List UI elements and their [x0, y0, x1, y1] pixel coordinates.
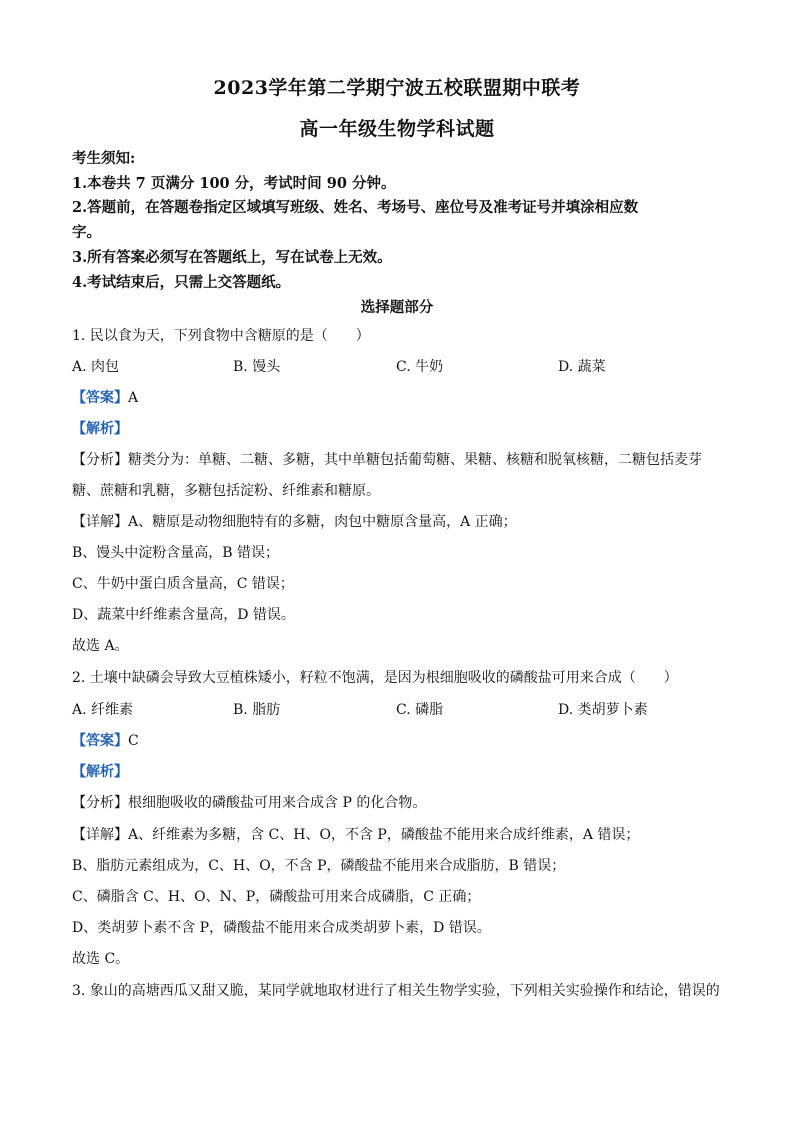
answer-tag: 【答案】	[72, 390, 128, 406]
option-b: B. 馒头	[233, 359, 281, 375]
notice-item: 4.考试结束后，只需上交答题纸。	[72, 274, 291, 291]
fenxi-line	[72, 792, 426, 812]
analysis-tag	[72, 418, 128, 438]
option-a: A. 纤维素	[72, 702, 134, 718]
detail-line: C、磷脂含 C、H、O、N、P，磷酸盐可用来合成磷脂，C 正确；	[72, 889, 481, 905]
detail-line: C、牛奶中蛋白质含量高，C 错误；	[72, 576, 294, 592]
option-d: D. 类胡萝卜素	[558, 702, 648, 718]
exam-title: 2023学年第二学期宁波五校联盟期中联考	[213, 77, 581, 99]
xiangjie-line	[72, 824, 639, 844]
answer-value: A	[128, 390, 139, 406]
detail-line: D、蔬菜中纤维素含量高，D 错误。	[72, 607, 295, 623]
notice-item: 字。	[72, 224, 101, 241]
detail-line: B、馒头中淀粉含量高，B 错误；	[72, 545, 280, 561]
xiangjie-text: A、糖原是动物细胞特有的多糖，肉包中糖原含量高，A 正确；	[128, 514, 517, 530]
analysis-label: 【解析】	[72, 421, 128, 437]
xiangjie-text: A、纤维素为多糖，含 C、H、O，不含 P，磷酸盐不能用来合成纤维素，A 错误；	[128, 827, 640, 843]
answer-line	[72, 387, 138, 407]
option-c: C. 牛奶	[396, 359, 444, 375]
notice-item: 3.所有答案必须写在答题纸上，写在试卷上无效。	[72, 249, 392, 266]
option-b: B. 脂肪	[233, 702, 281, 718]
analysis-tag	[72, 761, 128, 781]
detail-line: 故选 A。	[72, 638, 129, 654]
fenxi-text: 根细胞吸收的磷酸盐可用来合成含 P 的化合物。	[128, 795, 427, 811]
detail-line: 故选 C。	[72, 951, 130, 967]
detail-line: B、脂肪元素组成为，C、H、O，不含 P，磷酸盐不能用来合成脂肪，B 错误；	[72, 858, 566, 874]
option-d: D. 蔬菜	[558, 359, 606, 375]
question-stem: 1. 民以食为天，下列食物中含糖原的是（ ）	[72, 328, 370, 344]
detail-line: D、类胡萝卜素不含 P，磷酸盐不能用来合成类胡萝卜素，D 错误。	[72, 920, 491, 936]
notice-item: 1.本卷共 7 页满分 100 分，考试时间 90 分钟。	[72, 175, 396, 192]
xiangjie-line	[72, 511, 517, 531]
option-c: C. 磷脂	[396, 702, 444, 718]
notice-heading: 考生须知:	[72, 150, 136, 167]
fenxi-text: 糖、蔗糖和乳糖，多糖包括淀粉、纤维素和糖原。	[72, 483, 380, 499]
fenxi-text: 糖类分为：单糖、二糖、多糖，其中单糖包括葡萄糖、果糖、核糖和脱氧核糖，二糖包括麦芽	[128, 452, 702, 468]
fenxi-line	[72, 449, 702, 469]
answer-tag: 【答案】	[72, 733, 128, 749]
question-stem: 3. 象山的高塘西瓜又甜又脆，某同学就地取材进行了相关生物学实验，下列相关实验操作和结论，错误的	[72, 983, 720, 999]
fenxi-tag: 【分析】	[72, 452, 128, 468]
question-stem: 2. 土壤中缺磷会导致大豆植株矮小，籽粒不饱满，是因为根细胞吸收的磷酸盐可用来合成（ ）	[72, 670, 678, 686]
option-a: A. 肉包	[72, 359, 120, 375]
xiangjie-tag: 【详解】	[72, 827, 128, 843]
analysis-label: 【解析】	[72, 764, 128, 780]
fenxi-tag: 【分析】	[72, 795, 128, 811]
notice-item: 2.答题前，在答题卷指定区域填写班级、姓名、考场号、座位号及准考证号并填涂相应数	[72, 199, 639, 216]
section-title: 选择题部分	[360, 299, 434, 316]
answer-value: C	[128, 733, 139, 749]
exam-subtitle: 高一年级生物学科试题	[299, 118, 495, 140]
xiangjie-tag: 【详解】	[72, 514, 128, 530]
answer-line	[72, 730, 139, 750]
